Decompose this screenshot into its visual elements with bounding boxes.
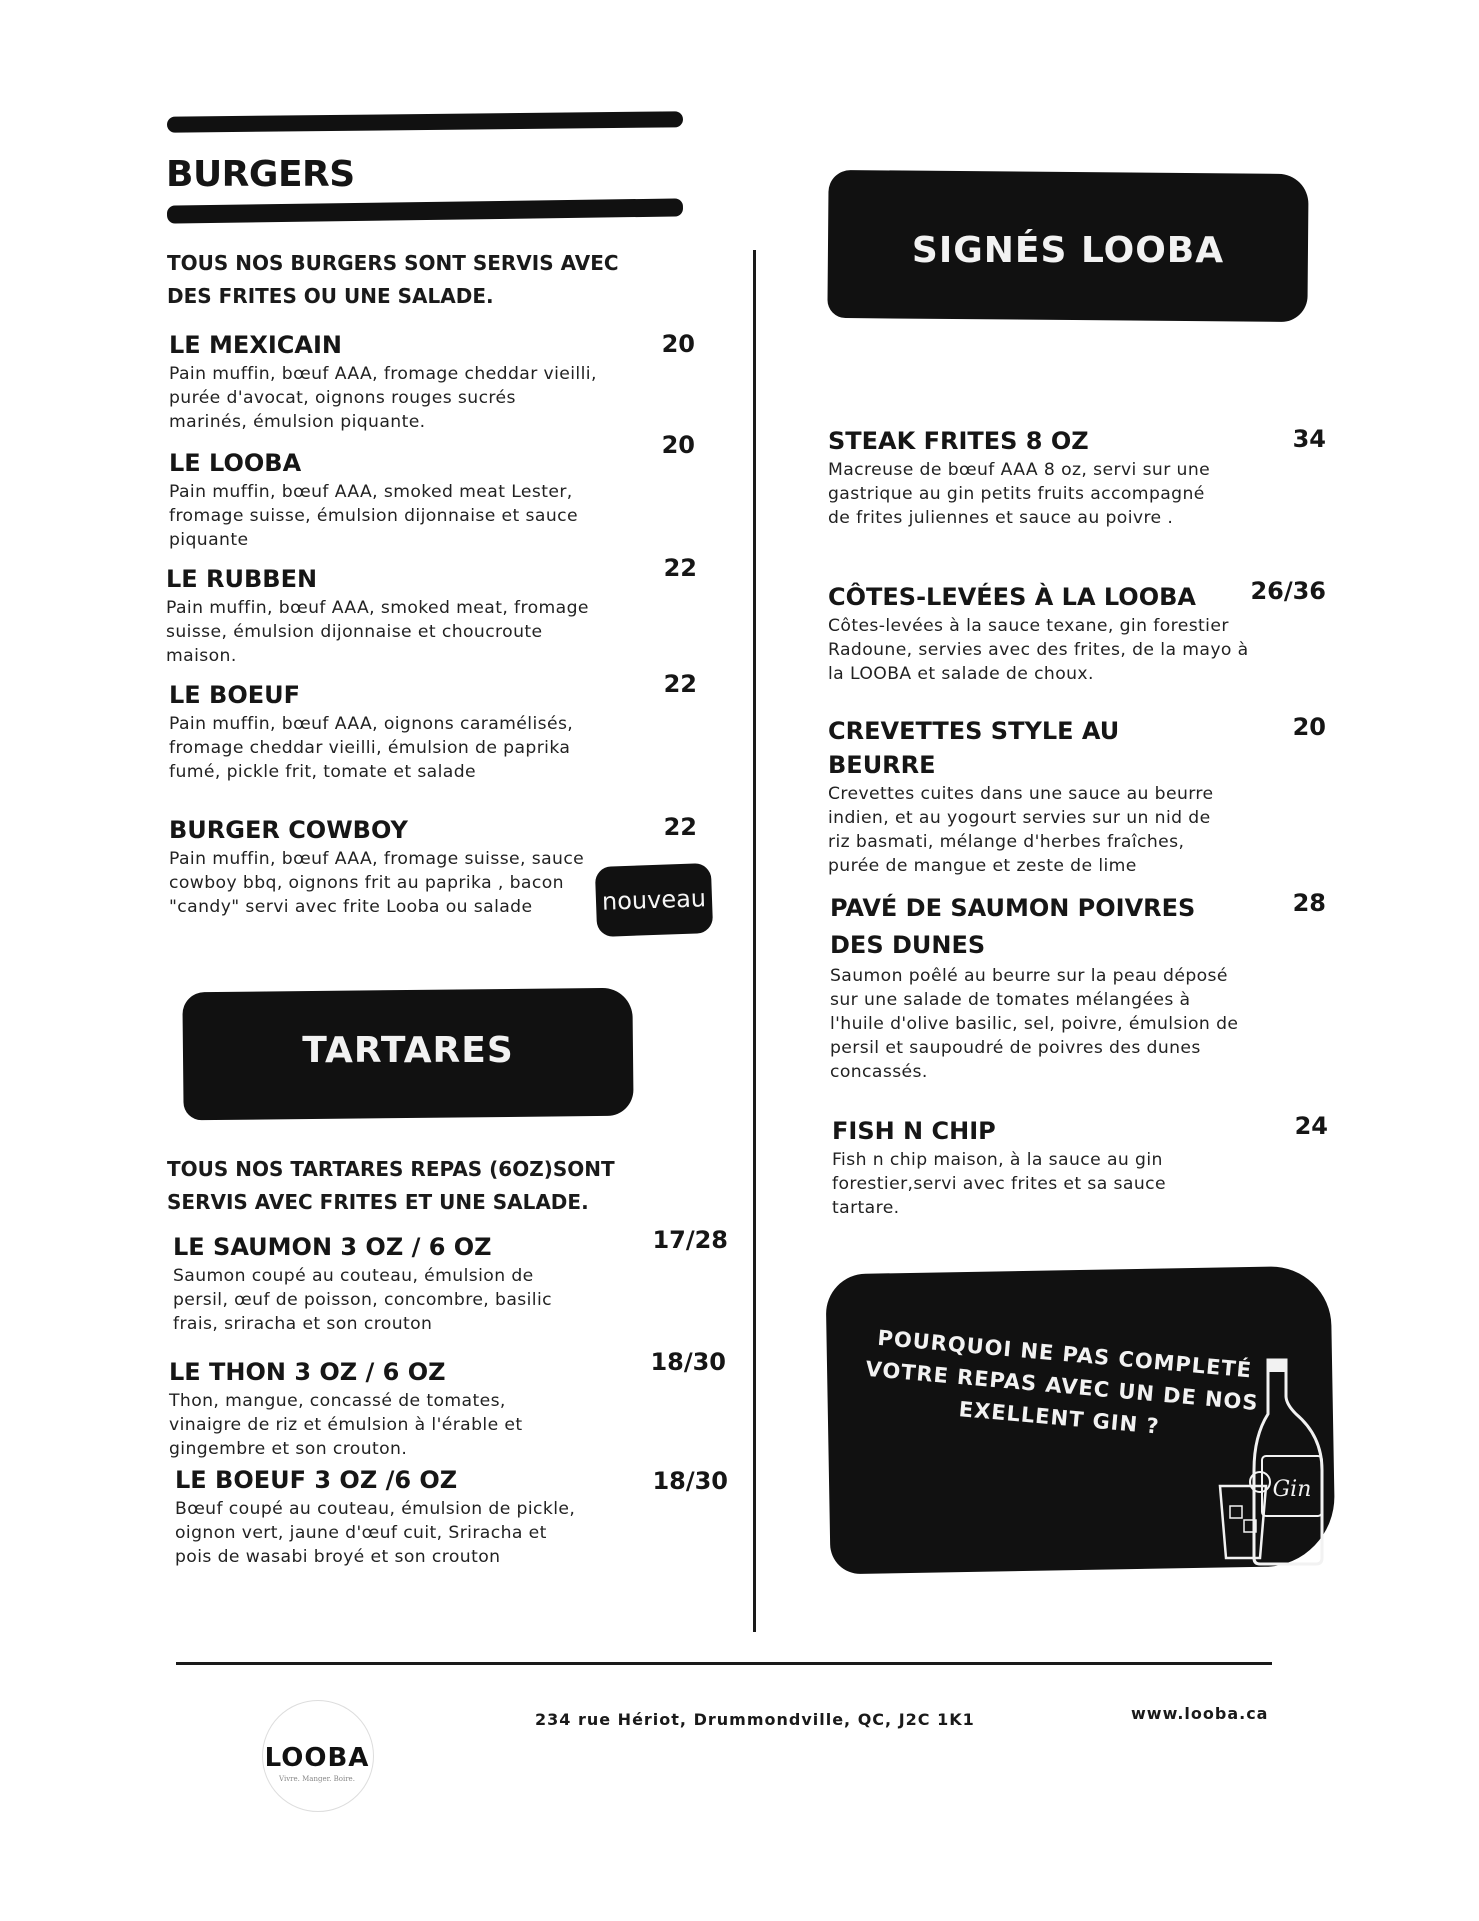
footer-website[interactable]: www.looba.ca: [1131, 1704, 1269, 1723]
menu-item: [173, 1230, 583, 1336]
item-description: Bœuf coupé au couteau, émulsion de pickle, oignon vert, jaune d'œuf cuit, Sriracha et pois de wasabi broyé et son crouton: [175, 1499, 576, 1567]
item-name: LE BOEUF: [169, 681, 301, 709]
item-price: 26/36: [1250, 577, 1326, 605]
item-price: 20: [661, 330, 695, 358]
item-description: Crevettes cuites dans une sauce au beurre indien, et au yogourt servies sur un nid de riz basmati, mélange d'herbes fraîches, purée de mangue et zeste de lime: [828, 784, 1214, 876]
menu-item: [828, 580, 1268, 686]
item-name: BURGER COWBOY: [169, 816, 408, 844]
menu-item: [166, 562, 596, 668]
item-name: LE MEXICAIN: [169, 331, 342, 359]
menu-item: [169, 1355, 579, 1461]
item-description: Pain muffin, bœuf AAA, oignons caramélisés, fromage cheddar vieilli, émulsion de paprika fumé, pickle frit, tomate et salade: [169, 714, 574, 782]
item-description: Pain muffin, bœuf AAA, smoked meat, fromage suisse, émulsion dijonnaise et choucroute maison.: [166, 598, 589, 666]
item-description: Côtes-levées à la sauce texane, gin forestier Radoune, servies avec des frites, de la mayo à la LOOBA et salade de choux.: [828, 616, 1249, 684]
menu-item: [830, 890, 1240, 1084]
item-description: Macreuse de bœuf AAA 8 oz, servi sur une gastrique au gin petits fruits accompagné de frites juliennes et sauce au poivre .: [828, 460, 1211, 528]
item-description: Pain muffin, bœuf AAA, fromage cheddar vieilli, purée d'avocat, oignons rouges sucrés marinés, émulsion piquante.: [169, 364, 597, 432]
new-badge: nouveau: [595, 863, 713, 937]
item-price: 18/30: [652, 1467, 728, 1495]
item-price: 20: [1292, 713, 1326, 741]
burgers-bottom-rule: [167, 198, 683, 223]
menu-item: [169, 446, 599, 552]
item-description: Thon, mangue, concassé de tomates, vinaigre de riz et émulsion à l'érable et gingembre et son crouton.: [169, 1391, 523, 1459]
item-description: Pain muffin, bœuf AAA, fromage suisse, sauce cowboy bbq, oignons frit au paprika , bacon "candy" servi avec frite Looba ou salade: [169, 849, 585, 917]
item-price: 18/30: [650, 1348, 726, 1376]
menu-item: [832, 1114, 1232, 1220]
item-name: LE BOEUF 3 OZ /6 OZ: [175, 1466, 458, 1494]
burgers-heading: BURGERS: [166, 154, 355, 195]
item-name: LE LOOBA: [169, 449, 302, 477]
gin-bottle-icon: [1216, 1356, 1331, 1566]
item-name: LE THON 3 OZ / 6 OZ: [169, 1358, 446, 1386]
menu-item: [169, 328, 599, 434]
item-price: 17/28: [652, 1226, 728, 1254]
item-name: PAVÉ DE SAUMON POIVRES DES DUNES: [830, 894, 1196, 959]
item-name: FISH N CHIP: [832, 1117, 996, 1145]
menu-item: [175, 1463, 585, 1569]
menu-item: [828, 424, 1228, 530]
item-price: 28: [1292, 889, 1326, 917]
gin-promo-text: POURQUOI NE PAS COMPLETÉ VOTRE REPAS AVEC UN DE NOS EXELLENT GIN ?: [864, 1325, 1260, 1439]
item-price: 22: [663, 554, 697, 582]
menu-item: [169, 813, 589, 919]
column-divider: [753, 250, 756, 1632]
item-price: 24: [1294, 1112, 1328, 1140]
item-description: Saumon coupé au couteau, émulsion de persil, œuf de poisson, concombre, basilic frais, sriracha et son crouton: [173, 1266, 553, 1334]
item-name: STEAK FRITES 8 OZ: [828, 427, 1089, 455]
item-price: 22: [663, 670, 697, 698]
burgers-top-rule: [167, 111, 683, 132]
logo-wordmark: LOOBA: [264, 1743, 370, 1773]
item-price: 20: [661, 431, 695, 459]
item-price: 22: [663, 813, 697, 841]
footer-rule: [176, 1662, 1272, 1665]
tartares-heading: TARTARES: [302, 1030, 514, 1071]
item-name: LE RUBBEN: [166, 565, 318, 593]
footer-address: 234 rue Hériot, Drummondville, QC, J2C 1K1: [535, 1710, 975, 1729]
gin-bottle-label: Gin: [1272, 1477, 1312, 1502]
menu-item: [828, 714, 1228, 878]
item-name: CREVETTES STYLE AU BEURRE: [828, 717, 1120, 779]
item-price: 34: [1292, 425, 1326, 453]
signes-heading: SIGNÉS LOOBA: [911, 230, 1225, 271]
item-name: CÔTES-LEVÉES À LA LOOBA: [828, 583, 1196, 611]
menu-item: [169, 678, 599, 784]
logo-tagline: Vivre. Manger. Boire.: [279, 1775, 355, 1783]
burgers-intro: TOUS NOS BURGERS SONT SERVIS AVEC DES FRITES OU UNE SALADE.: [167, 251, 619, 308]
item-description: Fish n chip maison, à la sauce au gin forestier,servi avec frites et sa sauce tartare.: [832, 1150, 1166, 1218]
tartares-intro: TOUS NOS TARTARES REPAS (6OZ)SONT SERVIS AVEC FRITES ET UNE SALADE.: [167, 1157, 615, 1214]
item-description: Saumon poêlé au beurre sur la peau déposé sur une salade de tomates mélangées à l'huile d'olive basilic, sel, poivre, émulsion de persil et saupoudré de poivres des dunes concassés.: [830, 966, 1239, 1082]
item-description: Pain muffin, bœuf AAA, smoked meat Lester, fromage suisse, émulsion dijonnaise et sauce piquante: [169, 482, 578, 550]
item-name: LE SAUMON 3 OZ / 6 OZ: [173, 1233, 492, 1261]
